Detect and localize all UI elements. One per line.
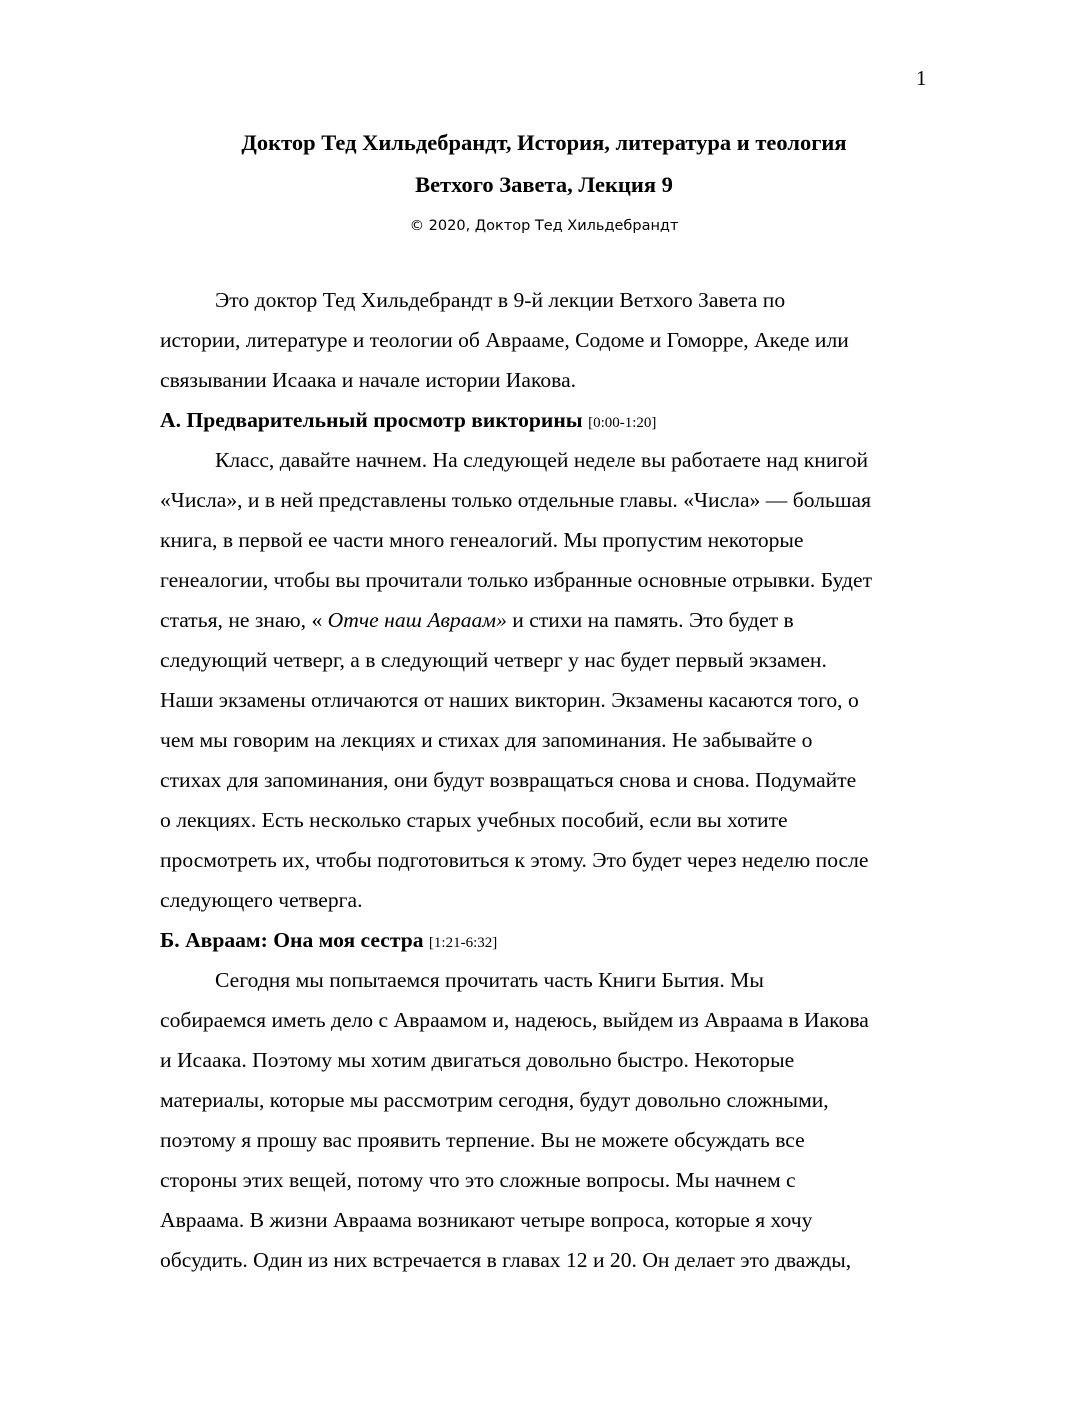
paragraph-line: книга, в первой ее части много генеалогий. Мы пропустим некоторые (160, 528, 804, 552)
paragraph-line: Это доктор Тед Хильдебрандт в 9-й лекции Ветхого Завета по (215, 288, 786, 312)
paragraph-line: чем мы говорим на лекциях и стихах для запоминания. Не забывайте о (160, 728, 813, 752)
paragraph-line: о лекциях. Есть несколько старых учебных пособий, если вы хотите (160, 808, 788, 832)
section-heading-text: А. Предварительный просмотр викторины (160, 408, 583, 432)
section-timestamp: [1:21-6:32] (428, 935, 498, 951)
paragraph-line: следующего четверга. (160, 888, 363, 912)
paragraph-line: стихах для запоминания, они будут возвращаться снова и снова. Подумайте (160, 768, 857, 792)
paragraph-line: связывании Исаака и начале истории Иакова. (160, 368, 577, 392)
section-heading-b (160, 927, 497, 956)
paragraph-line: обсудить. Один из них встречается в главах 12 и 20. Он делает это дважды, (160, 1248, 852, 1272)
paragraph-line: стороны этих вещей, потому что это сложные вопросы. Мы начнем с (160, 1168, 796, 1192)
paragraph-line: следующий четверг, а в следующий четверг у нас будет первый экзамен. (160, 648, 827, 672)
paragraph-line: Наши экзамены отличаются от наших викторин. Экзамены касаются того, о (160, 688, 859, 712)
section-timestamp: [0:00-1:20] (588, 415, 657, 431)
paragraph-line: поэтому я прошу вас проявить терпение. Вы не можете обсуждать все (160, 1128, 805, 1152)
text-run: и стихи на память. Это будет в (512, 608, 794, 632)
section-heading-a (160, 407, 656, 436)
paragraph-line: и Исаака. Поэтому мы хотим двигаться довольно быстро. Некоторые (160, 1048, 795, 1072)
paragraph-line: материалы, которые мы рассмотрим сегодня, будут довольно сложными, (160, 1088, 829, 1112)
paragraph-line: истории, литературе и теологии об Аврааме, Содоме и Гоморре, Акеде или (160, 328, 849, 352)
paragraph-line: просмотреть их, чтобы подготовиться к этому. Это будет через неделю после (160, 848, 869, 872)
paragraph-line (160, 607, 794, 633)
page-number: 1 (916, 66, 927, 90)
paragraph-line: собираемся иметь дело с Авраамом и, надеюсь, выйдем из Авраама в Иакова (160, 1008, 869, 1032)
paragraph-line: Сегодня мы попытаемся прочитать часть Книги Бытия. Мы (215, 968, 764, 992)
paragraph-line: генеалогии, чтобы вы прочитали только избранные основные отрывки. Будет (160, 568, 873, 592)
paragraph-line: Авраама. В жизни Авраама возникают четыре вопроса, которые я хочу (160, 1208, 813, 1232)
italic-title: Отче наш Авраам» (327, 608, 507, 632)
paragraph-line: «Числа», и в ней представлены только отдельные главы. «Числа» — большая (160, 488, 872, 512)
document-title-line-1: Доктор Тед Хильдебрандт, История, литература и теология (241, 130, 847, 155)
copyright-notice: © 2020, Доктор Тед Хильдебрандт (409, 218, 679, 234)
document-title-line-2: Ветхого Завета, Лекция 9 (415, 172, 673, 197)
paragraph-line: Класс, давайте начнем. На следующей неделе вы работаете над книгой (215, 448, 869, 472)
section-heading-text: Б. Авраам: Она моя сестра (160, 928, 424, 952)
text-run: статья, не знаю, « (160, 608, 323, 632)
